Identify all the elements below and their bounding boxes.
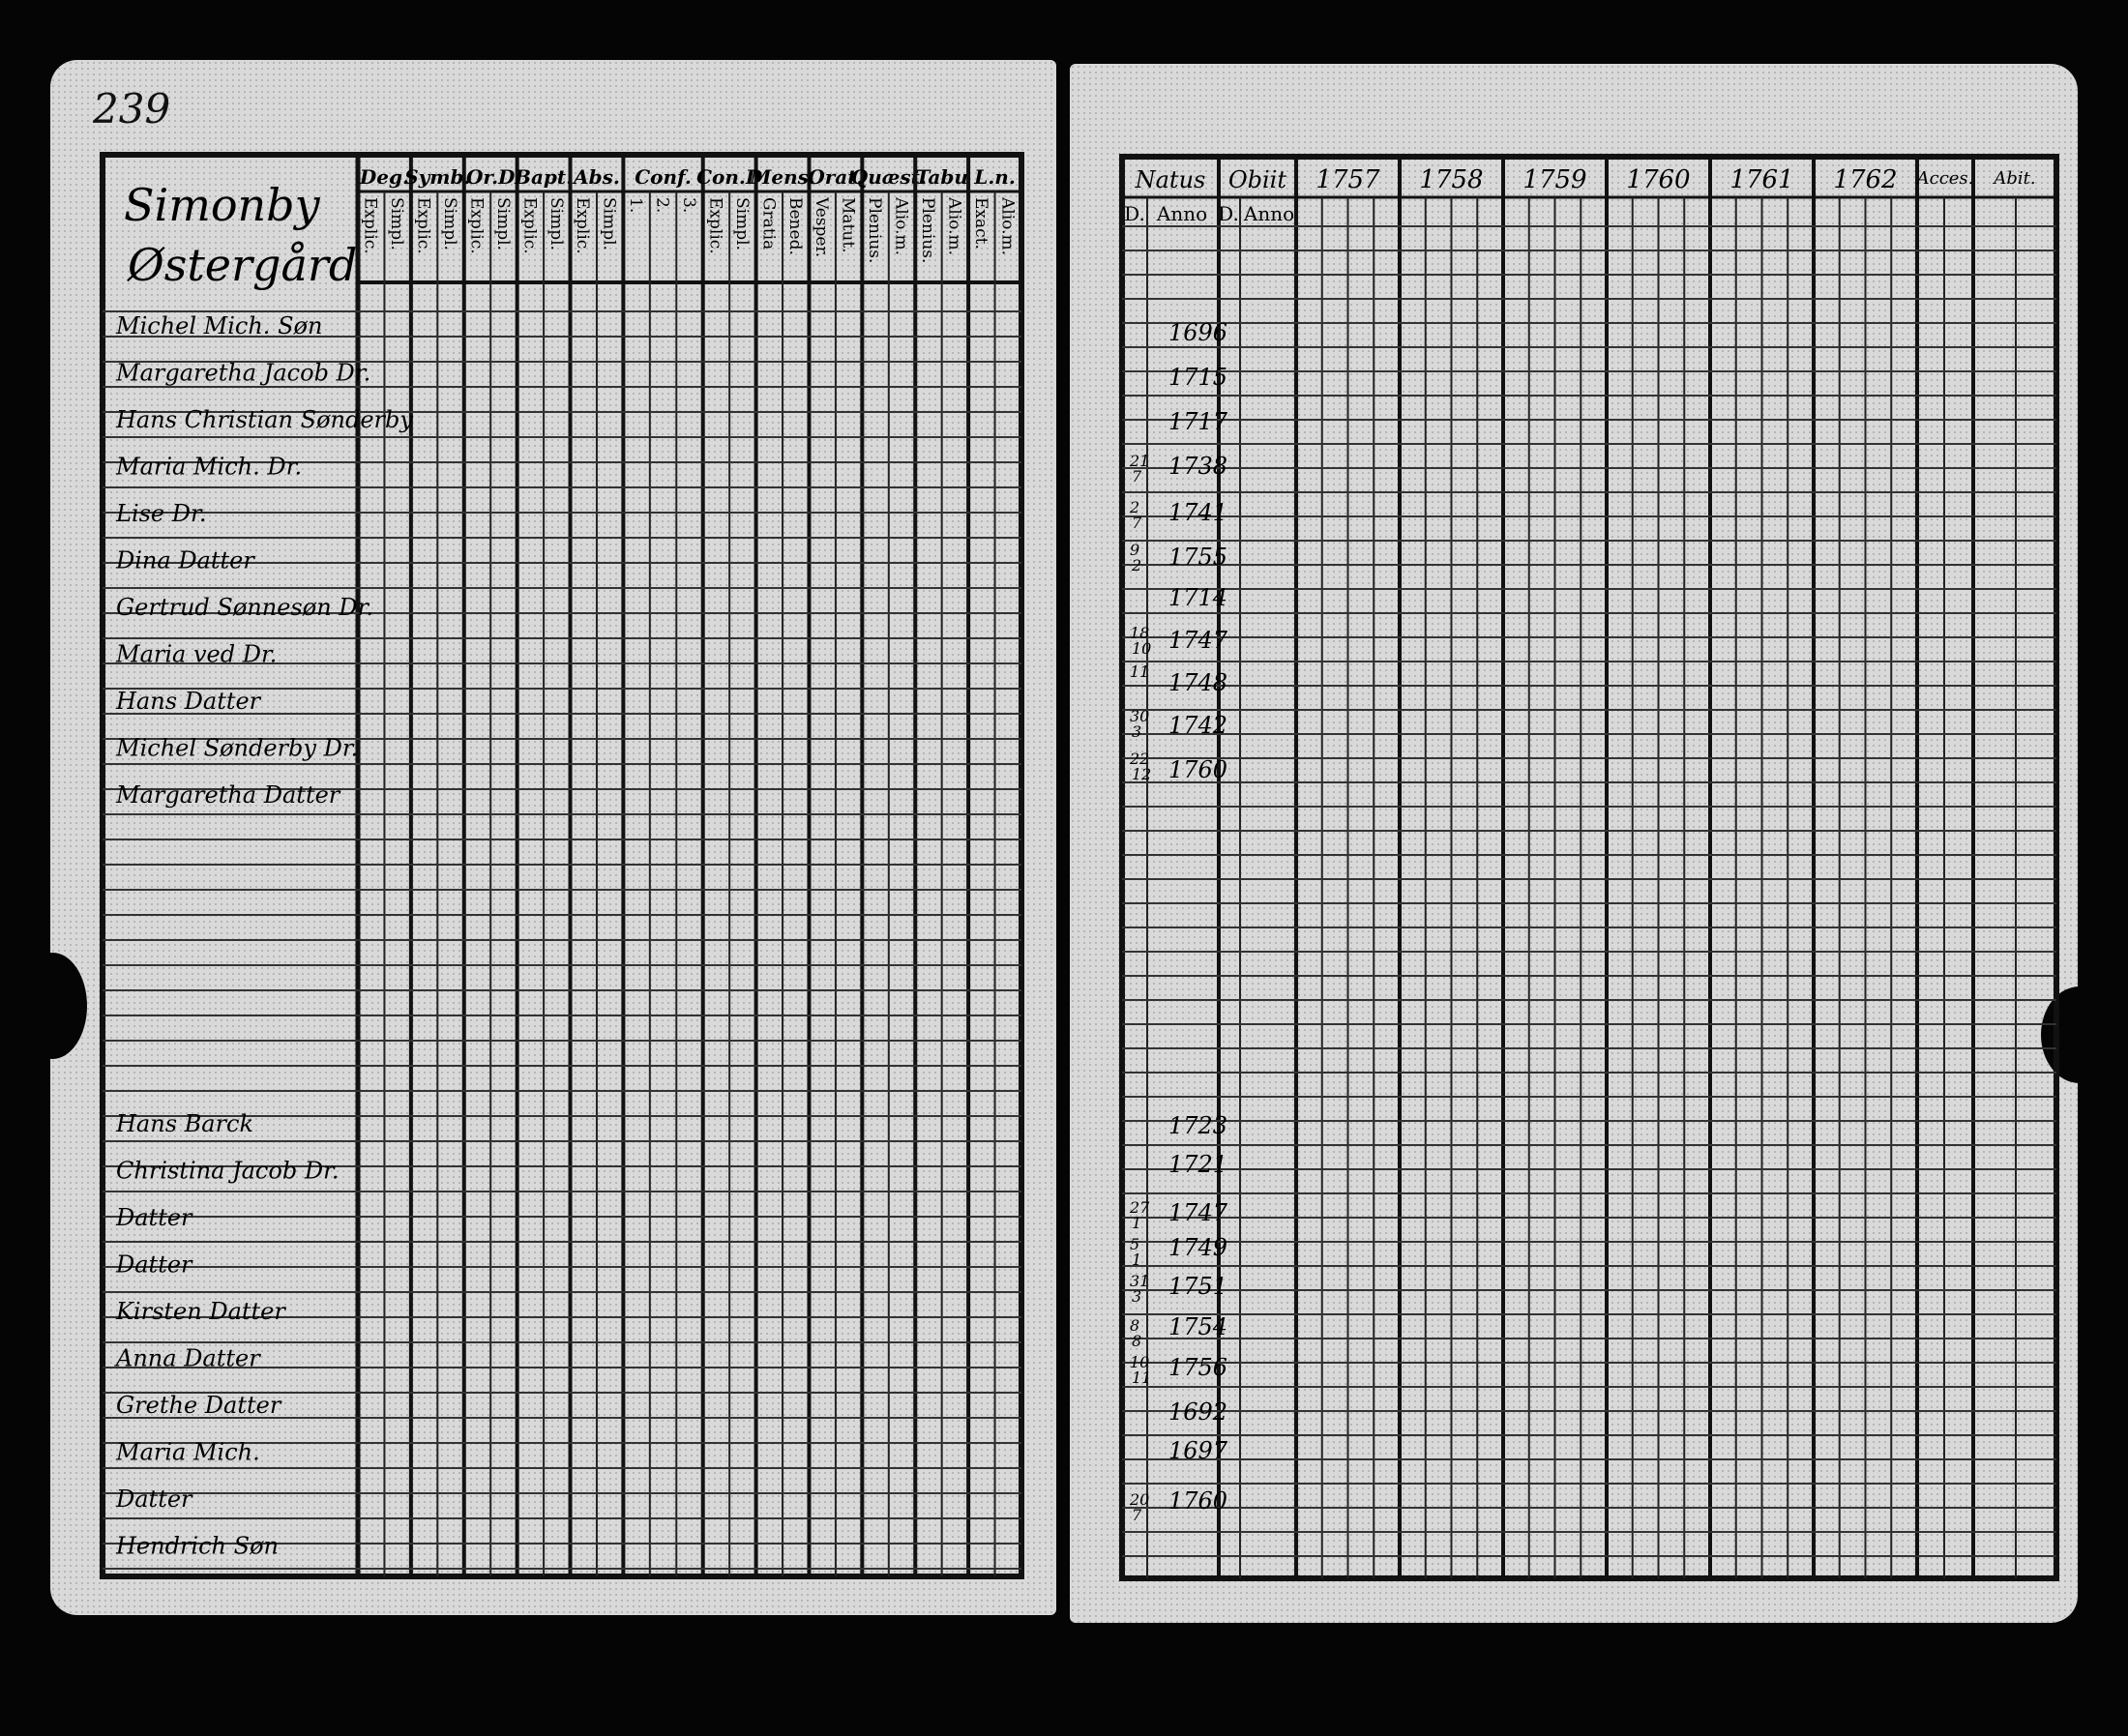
farm-name: Simonby xyxy=(124,179,320,231)
resident-name: Michel Sønderby Dr. xyxy=(116,734,359,762)
birth-day: 20 xyxy=(1130,1490,1150,1509)
abiit-heading: Abit. xyxy=(1994,168,2036,189)
birth-year: 1747 xyxy=(1168,627,1228,654)
birth-year: 1756 xyxy=(1168,1354,1228,1381)
birth-month: 3 xyxy=(1132,1287,1142,1306)
resident-name: Datter xyxy=(116,1486,192,1513)
column-heading: Abs. xyxy=(574,165,620,189)
birth-month: 8 xyxy=(1132,1332,1142,1350)
column-subheading: Simpl. xyxy=(387,197,407,250)
column-subheading: Gratia xyxy=(758,197,779,250)
birth-year: 1754 xyxy=(1168,1313,1228,1340)
birth-year: 1714 xyxy=(1168,584,1228,611)
resident-name: Lise Dr. xyxy=(116,500,207,527)
resident-name: Hans Datter xyxy=(116,688,261,715)
birth-month: 3 xyxy=(1132,722,1142,741)
column-heading: Deg. xyxy=(359,165,409,189)
column-subheading: Explic. xyxy=(360,197,380,254)
column-subheading: Simpl. xyxy=(546,197,566,250)
resident-name: Kirsten Datter xyxy=(116,1298,285,1325)
birth-year: 1748 xyxy=(1168,669,1228,696)
anno-subheading: Anno xyxy=(1156,202,1208,225)
natus-heading: Natus xyxy=(1135,166,1206,193)
birth-year: 1715 xyxy=(1168,364,1228,391)
birth-day: 18 xyxy=(1130,624,1150,642)
column-heading: Tabu xyxy=(915,165,968,189)
anno-subheading: Anno xyxy=(1243,202,1295,225)
resident-name: Margaretha Datter xyxy=(116,781,340,809)
resident-name: Datter xyxy=(116,1251,192,1279)
resident-name: Maria Mich. xyxy=(116,1438,260,1466)
column-subheading: Explic. xyxy=(466,197,487,254)
birth-day: 2 xyxy=(1130,498,1140,516)
column-subheading: 1. xyxy=(626,197,646,214)
farm-name-sub: Østergård xyxy=(128,239,358,291)
birth-year: 1749 xyxy=(1168,1234,1228,1261)
year-heading: 1759 xyxy=(1522,165,1587,194)
column-heading: Quæst. xyxy=(850,165,927,189)
birth-month: 1 xyxy=(1132,1251,1142,1269)
birth-year: 1696 xyxy=(1168,319,1228,346)
resident-name: Michel Mich. Søn xyxy=(116,312,323,339)
column-subheading: Explic. xyxy=(705,197,725,254)
resident-name: Datter xyxy=(116,1204,192,1231)
year-heading: 1762 xyxy=(1833,165,1898,194)
column-subheading: Explic. xyxy=(519,197,540,254)
column-subheading: Plenius. xyxy=(865,197,885,264)
birth-year: 1692 xyxy=(1168,1398,1228,1426)
column-subheading: Alio.m. xyxy=(997,197,1018,256)
column-subheading: 3. xyxy=(679,197,698,214)
year-heading: 1760 xyxy=(1626,165,1691,194)
resident-name: Gertrud Sønnesøn Dr. xyxy=(116,594,373,621)
accessit-heading: Acces. xyxy=(1916,168,1974,189)
resident-name: Christina Jacob Dr. xyxy=(116,1157,340,1185)
birth-year: 1751 xyxy=(1168,1273,1228,1300)
birth-day: 31 xyxy=(1130,1272,1150,1290)
birth-month: 7 xyxy=(1132,1506,1142,1524)
column-subheading: Exact. xyxy=(970,197,990,250)
birth-month: 1 xyxy=(1132,1214,1142,1232)
column-heading: Orat. xyxy=(808,165,864,189)
birth-day: 11 xyxy=(1130,662,1150,681)
day-subheading: D. xyxy=(1124,202,1145,225)
birth-year: 1742 xyxy=(1168,712,1228,739)
resident-name: Hans Christian Sønderby xyxy=(116,406,413,433)
column-heading: Conf. xyxy=(635,165,692,189)
birth-day: 8 xyxy=(1130,1316,1140,1335)
resident-name: Margaretha Jacob Dr. xyxy=(116,359,371,387)
birth-year: 1755 xyxy=(1168,544,1228,571)
birth-month: 2 xyxy=(1132,556,1142,574)
column-subheading: Bened. xyxy=(784,197,805,255)
page-number: 239 xyxy=(93,85,171,132)
birth-year: 1760 xyxy=(1168,1487,1228,1515)
column-subheading: Matut. xyxy=(838,197,858,253)
column-subheading: Simpl. xyxy=(440,197,460,250)
birth-day: 27 xyxy=(1130,1198,1150,1217)
year-heading: 1757 xyxy=(1315,165,1380,194)
birth-year: 1760 xyxy=(1168,756,1228,783)
column-heading: Bapt. xyxy=(515,165,574,189)
birth-month: 10 xyxy=(1132,639,1152,658)
birth-year: 1717 xyxy=(1168,408,1228,435)
column-subheading: Plenius. xyxy=(917,197,937,264)
resident-name: Dina Datter xyxy=(116,546,254,574)
column-subheading: 2. xyxy=(652,197,672,214)
column-subheading: Alio.m. xyxy=(944,197,964,256)
day-subheading: D. xyxy=(1218,202,1239,225)
column-heading: Or.D xyxy=(465,165,516,189)
birth-year: 1747 xyxy=(1168,1199,1228,1226)
resident-name: Grethe Datter xyxy=(116,1392,281,1419)
birth-day: 10 xyxy=(1130,1353,1150,1371)
column-subheading: Simpl. xyxy=(492,197,513,250)
birth-day: 30 xyxy=(1130,707,1150,725)
year-heading: 1758 xyxy=(1419,165,1484,194)
birth-year: 1697 xyxy=(1168,1437,1228,1464)
resident-name: Anna Datter xyxy=(116,1344,260,1372)
column-heading: Con.D xyxy=(696,165,763,189)
birth-day: 22 xyxy=(1130,750,1150,768)
birth-year: 1741 xyxy=(1168,499,1228,526)
resident-name: Maria ved Dr. xyxy=(116,640,278,668)
birth-year: 1721 xyxy=(1168,1151,1228,1178)
birth-month: 11 xyxy=(1132,1368,1152,1387)
resident-name: Hans Barck xyxy=(116,1110,254,1137)
birth-month: 7 xyxy=(1132,467,1142,485)
birth-year: 1738 xyxy=(1168,453,1228,480)
birth-month: 12 xyxy=(1132,765,1152,783)
birth-day: 21 xyxy=(1130,452,1150,470)
column-heading: L.n. xyxy=(974,165,1016,189)
birth-day: 9 xyxy=(1130,541,1140,559)
obiit-heading: Obiit xyxy=(1227,166,1287,193)
birth-year: 1723 xyxy=(1168,1112,1228,1139)
column-subheading: Alio.m. xyxy=(891,197,911,256)
column-heading: Mens. xyxy=(750,165,815,189)
resident-name: Hendrich Søn xyxy=(116,1532,279,1560)
column-subheading: Vesper. xyxy=(812,197,832,258)
column-subheading: Explic. xyxy=(413,197,433,254)
resident-name: Maria Mich. Dr. xyxy=(116,453,303,481)
column-subheading: Simpl. xyxy=(731,197,752,250)
birth-month: 7 xyxy=(1132,514,1142,532)
year-heading: 1761 xyxy=(1729,165,1794,194)
column-subheading: Explic. xyxy=(573,197,593,254)
column-subheading: Simpl. xyxy=(599,197,619,250)
column-heading: Symb. xyxy=(404,165,471,189)
birth-day: 5 xyxy=(1130,1235,1140,1253)
